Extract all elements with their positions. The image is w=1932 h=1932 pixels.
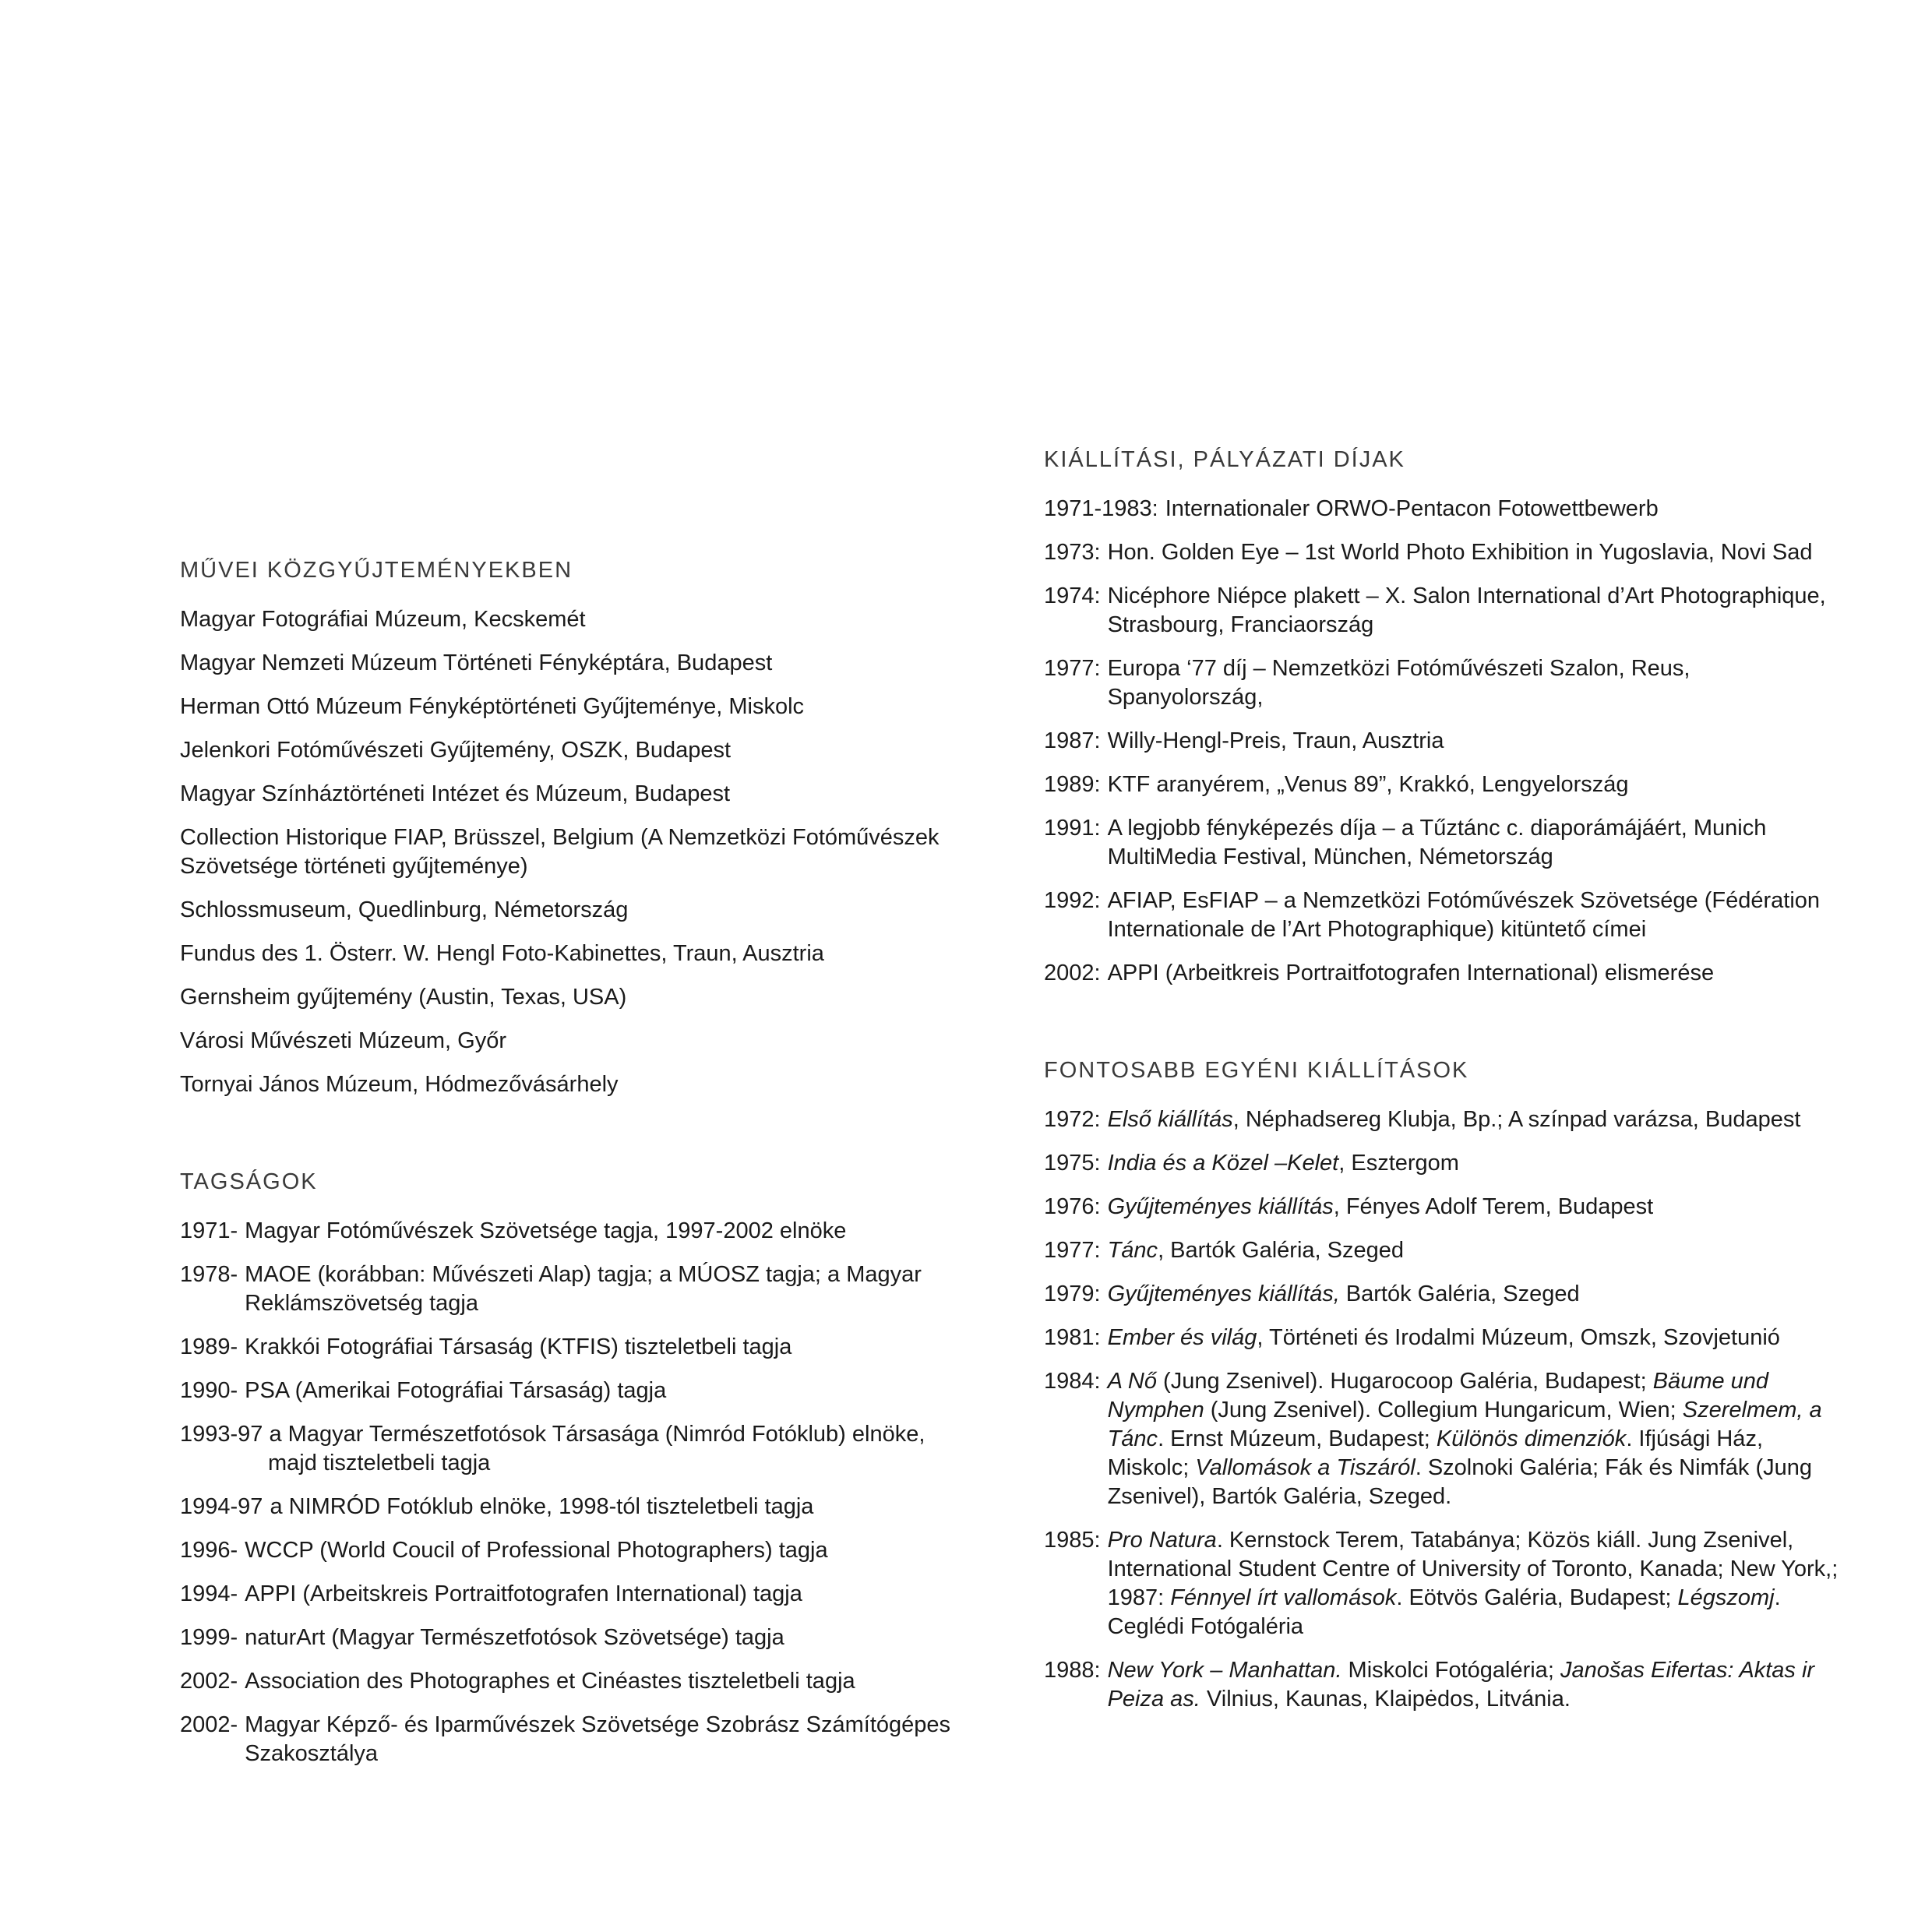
membership-year: 1996- <box>180 1538 238 1563</box>
exhibition-title: Első kiállítás <box>1107 1107 1233 1132</box>
collection-item: Magyar Fotográfiai Múzeum, Kecskemét <box>180 607 586 632</box>
collections-section <box>180 555 975 1099</box>
right-column <box>1044 444 1839 1781</box>
exhibition-title: Vallomások a Tiszáról <box>1195 1455 1416 1480</box>
exhibition-item <box>1044 1367 1839 1511</box>
exhibition-detail: , Fényes Adolf Terem, Budapest <box>1333 1194 1654 1219</box>
exhibition-title: Szerelmem, a Tánc <box>1107 1398 1822 1451</box>
exhibition-title: New York – Manhattan. <box>1107 1658 1342 1683</box>
membership-year: 2002- <box>180 1669 238 1694</box>
exhibition-title: India és a Közel –Kelet <box>1107 1151 1339 1176</box>
exhibition-detail: . Eötvös Galéria, Budapest; <box>1396 1585 1678 1610</box>
memberships-list <box>180 1217 975 1768</box>
membership-year: 1999- <box>180 1625 238 1650</box>
exhibition-item <box>1044 1656 1839 1714</box>
award-item <box>1044 495 1839 524</box>
award-item <box>1044 727 1839 756</box>
exhibition-title: Janošas Eifertas: Aktas ir Peiza as. <box>1107 1658 1815 1712</box>
membership-item <box>180 1260 975 1318</box>
membership-item <box>180 1536 975 1565</box>
membership-item <box>180 1333 975 1362</box>
exhibition-item <box>1044 1149 1839 1178</box>
award-year: 1977: <box>1044 656 1101 681</box>
exhibition-title: Fénnyel írt vallomások <box>1170 1585 1397 1610</box>
exhibition-year: 1988: <box>1044 1658 1101 1683</box>
membership-year: 1990- <box>180 1378 238 1403</box>
exhibition-item <box>1044 1526 1839 1641</box>
award-item <box>1044 887 1839 944</box>
exhibition-item <box>1044 1236 1839 1265</box>
exhibition-title: Gyűjteményes kiállítás <box>1107 1194 1334 1219</box>
exhibition-title: Ember és világ <box>1107 1325 1257 1350</box>
award-year: 2002: <box>1044 961 1101 985</box>
award-year: 1971-1983: <box>1044 496 1158 521</box>
membership-text: WCCP (World Coucil of Professional Photographers) tagja <box>245 1538 828 1563</box>
membership-item <box>180 1711 975 1768</box>
exhibition-text <box>1108 1656 1839 1714</box>
exhibition-detail: Miskolci Fotógaléria; <box>1341 1658 1560 1683</box>
award-item <box>1044 538 1839 567</box>
memberships-heading: TAGSÁGOK <box>180 1169 318 1194</box>
exhibition-year: 1977: <box>1044 1238 1101 1263</box>
awards-heading: KIÁLLÍTÁSI, PÁLYÁZATI DÍJAK <box>1044 447 1405 472</box>
award-text: Internationaler ORWO-Pentacon Fotowettbewerb <box>1165 496 1659 521</box>
membership-item <box>180 1493 975 1521</box>
collection-item: Városi Művészeti Múzeum, Győr <box>180 1028 507 1053</box>
award-year: 1974: <box>1044 583 1101 608</box>
membership-year: 1994- <box>180 1581 238 1606</box>
exhibition-year: 1985: <box>1044 1528 1101 1553</box>
award-item <box>1044 814 1839 872</box>
membership-text: Association des Photographes et Cinéastes tiszteletbeli tagja <box>245 1669 855 1694</box>
collections-heading: MŰVEI KÖZGYŰJTEMÉNYEKBEN <box>180 558 573 583</box>
exhibition-title: Bäume und Nymphen <box>1107 1369 1769 1423</box>
collection-item: Jelenkori Fotóművészeti Gyűjtemény, OSZK, Budapest <box>180 738 732 763</box>
exhibition-text <box>1108 1193 1839 1222</box>
exhibition-detail: (Jung Zsenivel). Collegium Hungaricum, Wien; <box>1204 1398 1683 1423</box>
award-year: 1991: <box>1044 816 1101 841</box>
membership-item <box>180 1624 975 1652</box>
membership-year: 1971- <box>180 1218 238 1243</box>
membership-text: Magyar Fotóművészek Szövetsége tagja, 1997-2002 elnöke <box>245 1218 847 1243</box>
exhibition-title: Pro Natura <box>1107 1528 1217 1553</box>
exhibition-item <box>1044 1105 1839 1134</box>
award-text: Hon. Golden Eye – 1st World Photo Exhibition in Yugoslavia, Novi Sad <box>1107 540 1813 565</box>
award-text: Nicéphore Niépce plakett – X. Salon International d’Art Photographique, Strasbourg, Franciaország <box>1107 583 1826 637</box>
membership-text: Magyar Képző- és Iparművészek Szövetsége Szobrász Számítógépes Szakosztálya <box>245 1712 951 1766</box>
exhibition-detail: . Ifjúsági Ház, Miskolc; <box>1107 1426 1763 1480</box>
exhibition-detail: . Szolnoki Galéria; Fák és Nimfák (Jung Zsenivel), Bartók Galéria, Szeged. <box>1107 1455 1813 1509</box>
collection-item: Collection Historique FIAP, Brüsszel, Belgium (A Nemzetközi Fotóművészek Szövetsége történeti gyűjteménye) <box>180 825 940 879</box>
exhibition-title: Gyűjteményes kiállítás, <box>1107 1282 1340 1306</box>
exhibition-detail: , Esztergom <box>1338 1151 1459 1176</box>
collection-item: Schlossmuseum, Quedlinburg, Németország <box>180 897 629 922</box>
membership-text: Krakkói Fotográfiai Társaság (KTFIS) tiszteletbeli tagja <box>245 1334 792 1359</box>
exhibition-year: 1976: <box>1044 1194 1101 1219</box>
exhibitions-section <box>1044 1055 1839 1714</box>
exhibitions-list <box>1044 1105 1839 1714</box>
exhibition-year: 1972: <box>1044 1107 1101 1132</box>
membership-year: 2002- <box>180 1712 238 1737</box>
exhibition-text <box>1108 1149 1839 1178</box>
membership-text: naturArt (Magyar Természetfotósok Szövetsége) tagja <box>245 1625 784 1650</box>
exhibition-title: Légszomj <box>1677 1585 1775 1610</box>
membership-year: 1994-97 <box>180 1494 263 1519</box>
exhibition-detail: (Jung Zsenivel). Hugarocoop Galéria, Budapest; <box>1156 1369 1653 1394</box>
award-text: AFIAP, EsFIAP – a Nemzetközi Fotóművészek Szövetsége (Fédération Internationale de l’Art Photographique) kitüntető címei <box>1107 888 1821 942</box>
collection-item: Herman Ottó Múzeum Fényképtörténeti Gyűjteménye, Miskolc <box>180 694 805 719</box>
collections-list <box>180 605 975 1099</box>
memberships-section <box>180 1166 975 1768</box>
exhibition-detail: Bartók Galéria, Szeged <box>1339 1282 1580 1306</box>
exhibition-title: A Nő <box>1107 1369 1157 1394</box>
award-text: APPI (Arbeitkreis Portraitfotografen International) elismerése <box>1107 961 1715 985</box>
award-year: 1987: <box>1044 728 1101 753</box>
exhibition-item <box>1044 1324 1839 1352</box>
award-year: 1989: <box>1044 772 1101 797</box>
exhibition-item <box>1044 1280 1839 1309</box>
exhibition-detail: . Ceglédi Fotógaléria <box>1107 1585 1781 1639</box>
award-item <box>1044 654 1839 712</box>
award-year: 1992: <box>1044 888 1101 913</box>
award-item <box>1044 770 1839 799</box>
membership-text: APPI (Arbeitskreis Portraitfotografen International) tagja <box>245 1581 802 1606</box>
exhibition-detail: , Néphadsereg Klubja, Bp.; A színpad varázsa, Budapest <box>1232 1107 1801 1132</box>
exhibition-year: 1979: <box>1044 1282 1101 1306</box>
membership-item <box>180 1580 975 1609</box>
collection-item: Tornyai János Múzeum, Hódmezővásárhely <box>180 1072 619 1097</box>
membership-text: MAOE (korábban: Művészeti Alap) tagja; a MÚOSZ tagja; a Magyar Reklámszövetség tagja <box>245 1262 922 1316</box>
award-item <box>1044 582 1839 640</box>
exhibition-text <box>1108 1324 1839 1352</box>
awards-list <box>1044 495 1839 988</box>
membership-item <box>180 1420 975 1478</box>
membership-year: 1989- <box>180 1334 238 1359</box>
exhibitions-heading: FONTOSABB EGYÉNI KIÁLLÍTÁSOK <box>1044 1058 1469 1083</box>
exhibition-year: 1981: <box>1044 1325 1101 1350</box>
exhibition-text <box>1108 1236 1839 1265</box>
collection-item: Magyar Nemzeti Múzeum Történeti Fényképtára, Budapest <box>180 650 773 675</box>
award-item <box>1044 959 1839 988</box>
awards-section <box>1044 444 1839 988</box>
exhibition-detail: Vilnius, Kaunas, Klaipėdos, Litvánia. <box>1200 1687 1571 1712</box>
collection-item: Fundus des 1. Österr. W. Hengl Foto-Kabinettes, Traun, Ausztria <box>180 941 824 966</box>
exhibition-detail: , Bartók Galéria, Szeged <box>1158 1238 1405 1263</box>
exhibition-text <box>1108 1105 1839 1134</box>
exhibition-text <box>1108 1526 1839 1641</box>
membership-text: PSA (Amerikai Fotográfiai Társaság) tagja <box>245 1378 667 1403</box>
membership-item <box>180 1377 975 1405</box>
exhibition-year: 1975: <box>1044 1151 1101 1176</box>
membership-item <box>180 1217 975 1246</box>
exhibition-text <box>1108 1280 1839 1309</box>
award-text: Europa ‘77 díj – Nemzetközi Fotóművészeti Szalon, Reus, Spanyolország, <box>1107 656 1690 710</box>
membership-year: 1993-97 <box>180 1422 263 1447</box>
collection-item: Gernsheim gyűjtemény (Austin, Texas, USA) <box>180 985 627 1010</box>
membership-text: a Magyar Természetfotósok Társasága (Nimród Fotóklub) elnöke, majd tiszteletbeli tagja <box>268 1422 925 1475</box>
exhibition-title: Tánc <box>1107 1238 1158 1263</box>
collection-item: Magyar Színháztörténeti Intézet és Múzeum, Budapest <box>180 781 731 806</box>
membership-item <box>180 1667 975 1696</box>
membership-year: 1978- <box>180 1262 238 1287</box>
exhibition-year: 1984: <box>1044 1369 1101 1394</box>
award-text: KTF aranyérem, „Venus 89”, Krakkó, Lengyelország <box>1107 772 1629 797</box>
exhibition-text <box>1108 1367 1839 1511</box>
left-column <box>180 555 975 1835</box>
membership-text: a NIMRÓD Fotóklub elnöke, 1998-tól tiszteletbeli tagja <box>270 1494 814 1519</box>
award-text: Willy-Hengl-Preis, Traun, Ausztria <box>1107 728 1444 753</box>
exhibition-item <box>1044 1193 1839 1222</box>
exhibition-detail: . Ernst Múzeum, Budapest; <box>1158 1426 1437 1451</box>
award-text: A legjobb fényképezés díja – a Tűztánc c. diaporámájáért, Munich MultiMedia Festival, München, Németország <box>1107 816 1767 869</box>
exhibition-title: Különös dimenziók <box>1436 1426 1627 1451</box>
award-year: 1973: <box>1044 540 1101 565</box>
exhibition-detail: , Történeti és Irodalmi Múzeum, Omszk, Szovjetunió <box>1257 1325 1780 1350</box>
exhibition-detail: . Kernstock Terem, Tatabánya; Közös kiáll. Jung Zsenivel, International Student Centre of University of Toronto, Kanada; New York,; 1987: <box>1107 1528 1839 1610</box>
